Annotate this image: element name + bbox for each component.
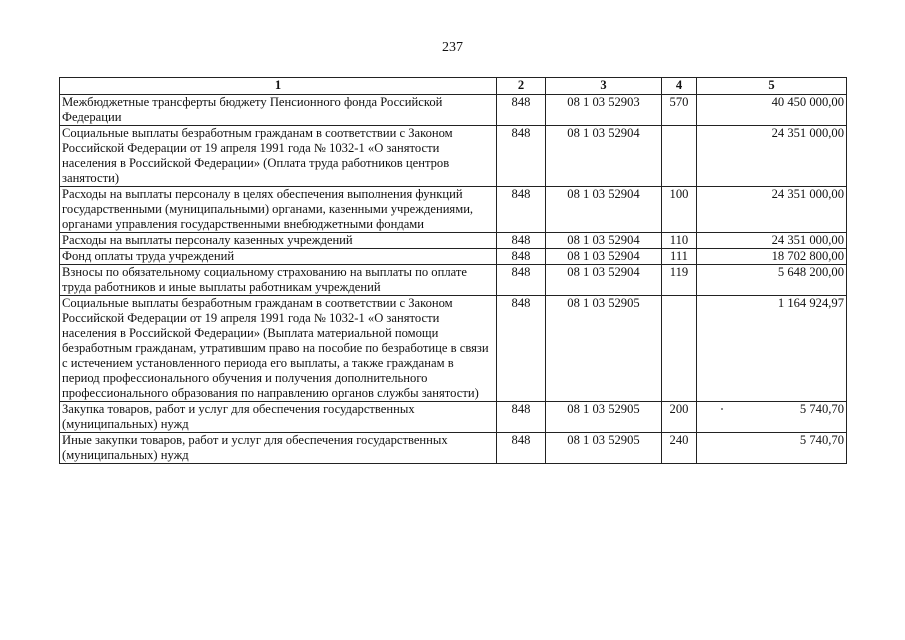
row-name: Закупка товаров, работ и услуг для обеспечения государственных (муниципальных) нужд <box>60 402 497 433</box>
table-row <box>60 95 847 126</box>
page-number: 237 <box>442 40 463 55</box>
column-header-admin: 2 <box>497 78 546 95</box>
row-admin-code: 848 <box>497 433 546 464</box>
row-target-code: 08 1 03 52905 <box>546 402 662 433</box>
row-admin-code: 848 <box>497 296 546 402</box>
row-admin-code: 848 <box>497 233 546 249</box>
row-name: Межбюджетные трансферты бюджету Пенсионного фонда Российской Федерации <box>60 95 497 126</box>
row-target-code: 08 1 03 52904 <box>546 249 662 265</box>
row-expense-type <box>662 126 697 187</box>
row-expense-type: 240 <box>662 433 697 464</box>
row-admin-code: 848 <box>497 265 546 296</box>
row-admin-code: 848 <box>497 249 546 265</box>
row-expense-type: 110 <box>662 233 697 249</box>
row-admin-code: 848 <box>497 95 546 126</box>
row-expense-type: 100 <box>662 187 697 233</box>
row-amount: 24 351 000,00 <box>697 233 847 249</box>
column-header-amount: 5 <box>697 78 847 95</box>
row-amount: 5 740,70 <box>697 433 847 464</box>
row-name: Фонд оплаты труда учреждений <box>60 249 497 265</box>
table-row <box>60 187 847 233</box>
row-expense-type: 570 <box>662 95 697 126</box>
budget-table <box>59 77 847 464</box>
row-target-code: 08 1 03 52903 <box>546 95 662 126</box>
table-header-row <box>60 78 847 95</box>
row-admin-code: 848 <box>497 126 546 187</box>
row-amount: 40 450 000,00 <box>697 95 847 126</box>
row-expense-type: 200 <box>662 402 697 433</box>
row-name: Расходы на выплаты персоналу казенных учреждений <box>60 233 497 249</box>
row-amount: 24 351 000,00 <box>697 126 847 187</box>
table-row <box>60 296 847 402</box>
row-admin-code: 848 <box>497 187 546 233</box>
row-amount: 5 740,70 <box>697 402 847 433</box>
row-target-code: 08 1 03 52904 <box>546 233 662 249</box>
table-row <box>60 265 847 296</box>
table-row <box>60 126 847 187</box>
row-expense-type <box>662 296 697 402</box>
scan-speck <box>721 408 723 410</box>
row-name: Расходы на выплаты персоналу в целях обеспечения выполнения функций государственными (муниципальными) органами, казенными учреждениями, органами управления государственными внебюджетными фондами <box>60 187 497 233</box>
row-expense-type: 111 <box>662 249 697 265</box>
row-amount: 24 351 000,00 <box>697 187 847 233</box>
row-target-code: 08 1 03 52905 <box>546 433 662 464</box>
table-row <box>60 249 847 265</box>
row-amount: 5 648 200,00 <box>697 265 847 296</box>
row-target-code: 08 1 03 52904 <box>546 187 662 233</box>
row-admin-code: 848 <box>497 402 546 433</box>
row-name: Социальные выплаты безработным гражданам в соответствии с Законом Российской Федерации от 19 апреля 1991 года № 1032-1 «О занятости населения в Российской Федерации» (Оплата труда работников центров занятости) <box>60 126 497 187</box>
row-amount: 1 164 924,97 <box>697 296 847 402</box>
row-target-code: 08 1 03 52904 <box>546 265 662 296</box>
row-target-code: 08 1 03 52905 <box>546 296 662 402</box>
row-expense-type: 119 <box>662 265 697 296</box>
column-header-name: 1 <box>60 78 497 95</box>
table-row <box>60 433 847 464</box>
row-name: Взносы по обязательному социальному страхованию на выплаты по оплате труда работников и иные выплаты работникам учреждений <box>60 265 497 296</box>
column-header-code: 3 <box>546 78 662 95</box>
table-row <box>60 402 847 433</box>
row-target-code: 08 1 03 52904 <box>546 126 662 187</box>
row-name: Иные закупки товаров, работ и услуг для обеспечения государственных (муниципальных) нужд <box>60 433 497 464</box>
column-header-type: 4 <box>662 78 697 95</box>
row-name: Социальные выплаты безработным гражданам в соответствии с Законом Российской Федерации от 19 апреля 1991 года № 1032-1 «О занятости населения в Российской Федерации» (Выплата материальной помощи безработным гражданам, утратившим право на пособие по безработице в связи с истечением установленного периода его выплаты, а также гражданам в период профессионального обучения и получения дополнительного профессионального образования по направлению органов службы занятости) <box>60 296 497 402</box>
table-row <box>60 233 847 249</box>
row-amount: 18 702 800,00 <box>697 249 847 265</box>
